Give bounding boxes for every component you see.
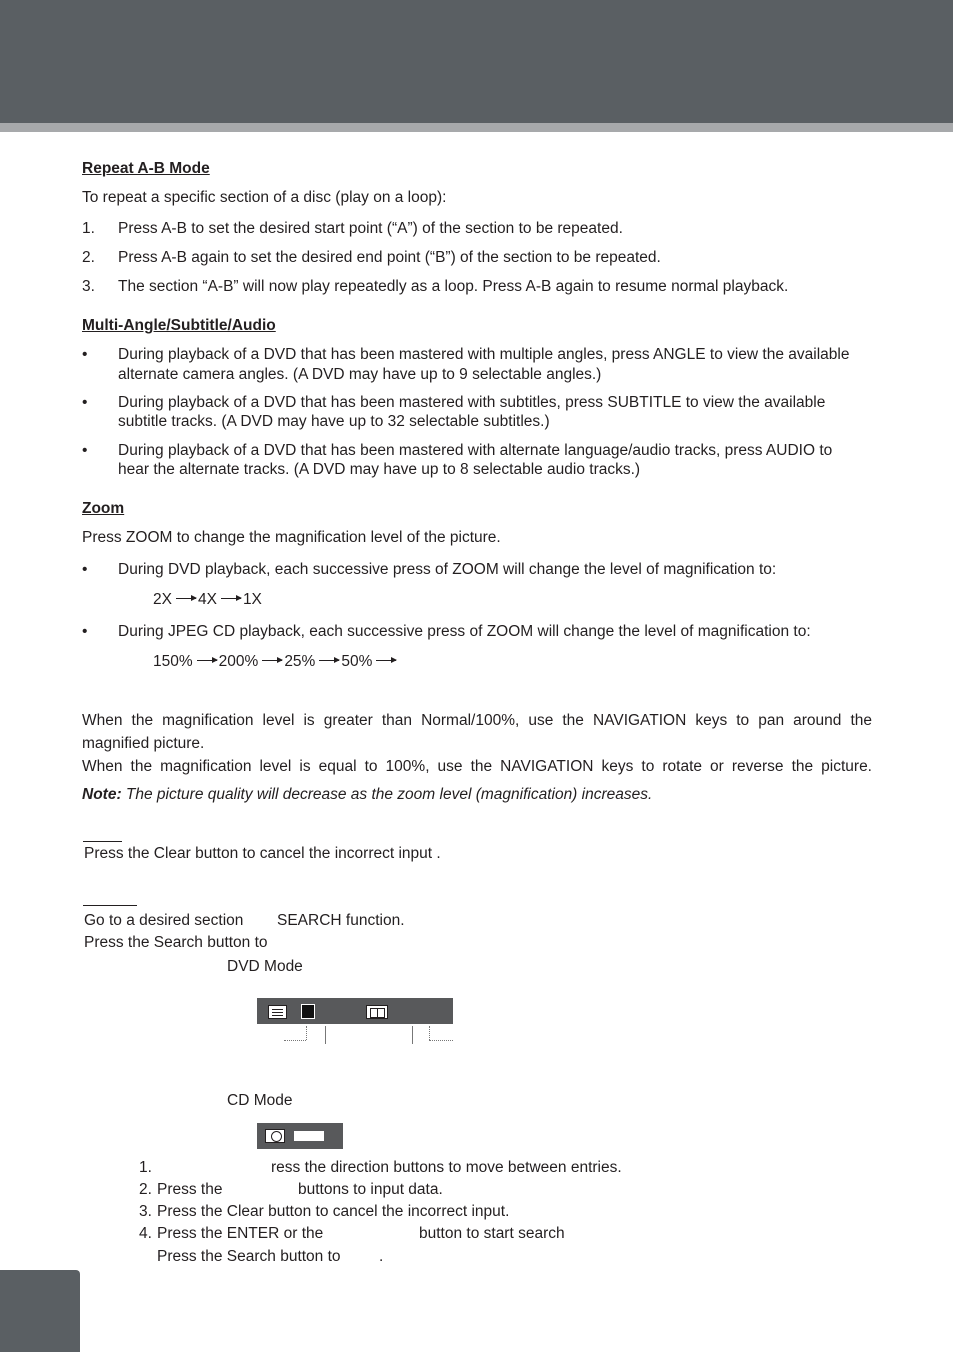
step-number: 2. <box>82 249 95 266</box>
arrow-right-icon <box>197 660 217 661</box>
section-rule <box>83 905 137 906</box>
arrow-right-icon <box>221 598 241 599</box>
header-stripe <box>0 123 953 132</box>
step-text: ress the direction buttons to move between entries. <box>271 1159 622 1176</box>
bullet: • <box>82 561 88 578</box>
clear-text: Press the Clear button to cancel the incorrect input . <box>84 845 441 862</box>
multi-heading: Multi-Angle/Subtitle/Audio <box>82 317 276 334</box>
bullet: • <box>82 394 88 411</box>
zoom-para1-line2: magnified picture. <box>82 735 205 752</box>
zoom-step: 150% <box>153 653 193 670</box>
zoom-dvd-sequence <box>153 591 262 609</box>
step-number: 3. <box>139 1203 152 1220</box>
search-line1b: SEARCH function. <box>277 912 405 929</box>
arrow-right-icon <box>319 660 339 661</box>
search-line2: Press the Search button to <box>84 934 268 951</box>
search-final: Press the Search button to <box>157 1248 341 1265</box>
step-text: Press the ENTER or the <box>157 1225 324 1242</box>
bullet: • <box>82 623 88 640</box>
bullet-text: During playback of a DVD that has been mastered with alternate language/audio tracks, press AUDIO to <box>118 442 833 459</box>
zoom-para2: When the magnification level is equal to 100%, use the NAVIGATION keys to rotate or reverse the picture. <box>82 758 872 775</box>
zoom-heading: Zoom <box>82 500 125 517</box>
step-number: 3. <box>82 278 95 295</box>
title-input-field[interactable] <box>301 1004 315 1019</box>
chapter-icon <box>366 1005 388 1019</box>
clock-icon <box>265 1129 285 1143</box>
dvd-mode-label: DVD Mode <box>227 958 303 975</box>
step-text: The section “A-B” will now play repeatedly as a loop. Press A-B again to resume normal playback. <box>118 278 789 295</box>
step-text: Press A-B again to set the desired end point (“B”) of the section to be repeated. <box>118 249 661 266</box>
zoom-step: 4X <box>197 591 217 608</box>
arrow-right-icon <box>176 598 196 599</box>
bullet-text: During playback of a DVD that has been mastered with subtitles, press SUBTITLE to view the available <box>118 394 826 411</box>
step-number: 1. <box>82 220 95 237</box>
note-label: Note: <box>82 786 122 803</box>
page-corner-tab <box>0 1270 80 1352</box>
title-icon <box>268 1005 287 1019</box>
step-text: Press A-B to set the desired start point (“A”) of the section to be repeated. <box>118 220 623 237</box>
callout-line <box>412 1026 413 1044</box>
zoom-para1-line1: When the magnification level is greater than Normal/100%, use the NAVIGATION keys to pan around the <box>82 712 872 729</box>
step-text: button to start search <box>419 1225 565 1242</box>
zoom-step: 25% <box>284 653 316 670</box>
callout-line <box>429 1026 430 1040</box>
bullet-text: During playback of a DVD that has been mastered with multiple angles, press ANGLE to view the available <box>118 346 850 363</box>
step-number: 1. <box>139 1159 152 1176</box>
time-input-field[interactable] <box>294 1131 324 1141</box>
callout-line <box>325 1026 326 1044</box>
step-number: 2. <box>139 1181 152 1198</box>
repeat-intro: To repeat a specific section of a disc (play on a loop): <box>82 189 447 206</box>
arrow-right-icon <box>262 660 282 661</box>
step-text: Press the <box>157 1181 223 1198</box>
zoom-step: 2X <box>153 591 172 608</box>
zoom-step: 50% <box>341 653 373 670</box>
step-text: buttons to input data. <box>298 1181 443 1198</box>
search-line1a: Go to a desired section <box>84 912 244 929</box>
zoom-jpeg-sequence <box>153 653 398 671</box>
bullet: • <box>82 346 88 363</box>
step-number: 4. <box>139 1225 152 1242</box>
step-text: Press the Clear button to cancel the incorrect input. <box>157 1203 510 1220</box>
zoom-note <box>82 786 652 804</box>
header-band <box>0 0 953 123</box>
bullet-text: hear the alternate tracks. (A DVD may have up to 8 selectable audio tracks.) <box>118 461 641 478</box>
zoom-step: 1X <box>242 591 262 608</box>
bullet-text: subtitle tracks. (A DVD may have up to 32 selectable subtitles.) <box>118 413 550 430</box>
callout-line <box>429 1040 453 1041</box>
zoom-step: 200% <box>218 653 259 670</box>
zoom-intro: Press ZOOM to change the magnification level of the picture. <box>82 529 501 546</box>
section-rule <box>83 841 122 842</box>
bullet-text: During JPEG CD playback, each successive press of ZOOM will change the level of magnification to: <box>118 623 811 640</box>
bullet-text: alternate camera angles. (A DVD may have up to 9 selectable angles.) <box>118 366 602 383</box>
callout-line <box>306 1026 307 1040</box>
callout-line <box>284 1040 306 1041</box>
bullet: • <box>82 442 88 459</box>
note-text: The picture quality will decrease as the zoom level (magnification) increases. <box>121 786 653 803</box>
arrow-right-icon <box>376 660 396 661</box>
cd-mode-label: CD Mode <box>227 1092 293 1109</box>
repeat-heading: Repeat A-B Mode <box>82 160 210 177</box>
bullet-text: During DVD playback, each successive press of ZOOM will change the level of magnification to: <box>118 561 777 578</box>
search-final-period: . <box>379 1248 384 1265</box>
